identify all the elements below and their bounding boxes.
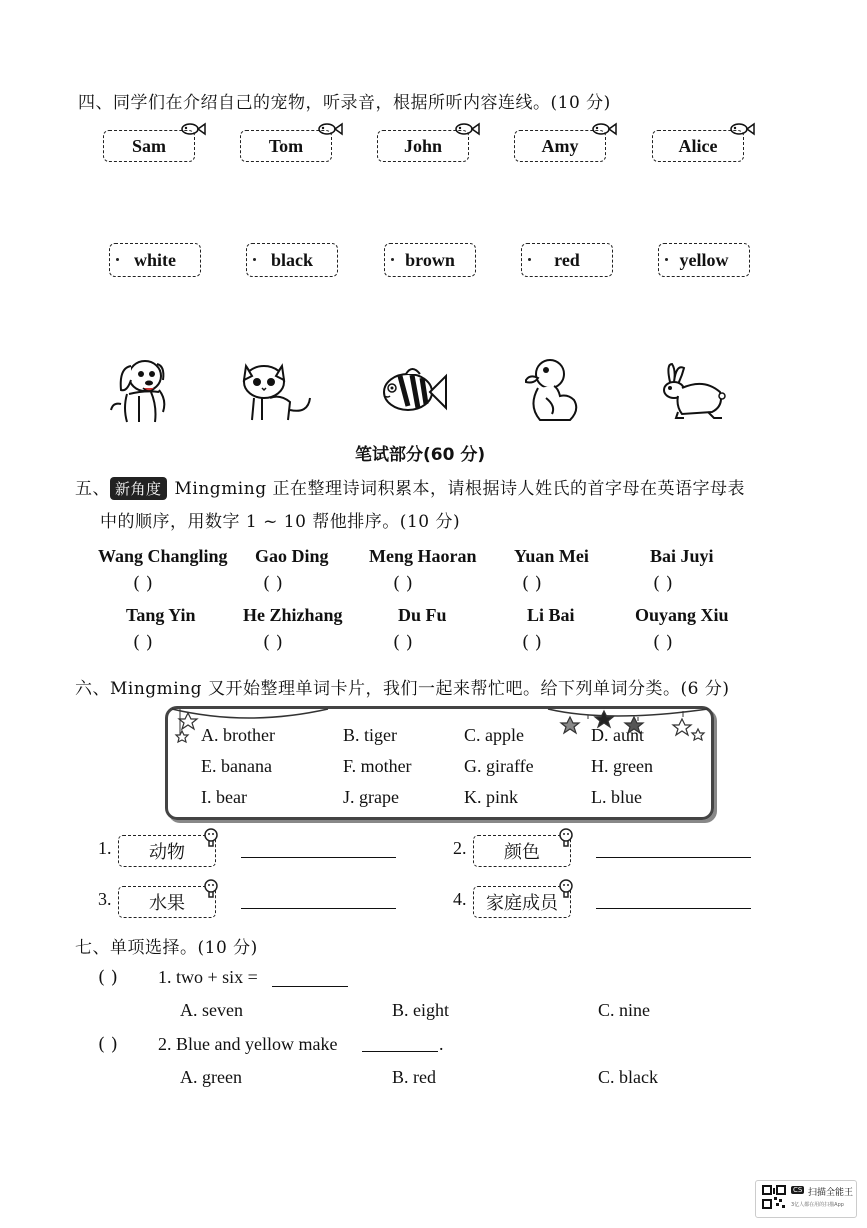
category-num: 1. xyxy=(98,838,112,858)
word-card: K. pink xyxy=(464,787,518,807)
color-label: brown xyxy=(405,249,455,270)
category-label: 家庭成员 xyxy=(486,893,558,914)
option[interactable]: A. seven xyxy=(180,1000,243,1020)
color-box-yellow xyxy=(658,243,750,277)
answer-paren[interactable]: ( ) xyxy=(522,632,542,653)
option[interactable]: B. eight xyxy=(392,1000,449,1020)
answer-blank[interactable] xyxy=(241,908,396,909)
color-box-white xyxy=(109,243,201,277)
answer-blank[interactable] xyxy=(272,986,348,987)
answer-paren[interactable]: ( ) xyxy=(393,573,413,594)
category-label: 动物 xyxy=(149,842,185,863)
poet-name: Wang Changling xyxy=(98,546,228,566)
question-2: 2. Blue and yellow make xyxy=(158,1034,338,1054)
fish-icon xyxy=(729,121,755,137)
name-label: Sam xyxy=(131,135,166,156)
name-box-sam xyxy=(103,130,195,162)
category-num: 2. xyxy=(453,838,467,858)
category-box-family xyxy=(473,886,571,918)
name-label: Alice xyxy=(678,135,718,156)
fish-icon xyxy=(378,362,448,420)
cat-icon xyxy=(240,358,314,424)
name-label: John xyxy=(403,135,443,156)
name-box-john xyxy=(377,130,469,162)
category-num: 4. xyxy=(453,889,467,909)
fish-icon xyxy=(180,121,206,137)
word-card: B. tiger xyxy=(343,725,397,745)
option[interactable]: A. green xyxy=(180,1067,242,1087)
answer-paren[interactable]: ( ) xyxy=(393,632,413,653)
lightbulb-icon xyxy=(204,879,218,899)
answer-paren[interactable]: ( ) xyxy=(653,632,673,653)
poet-name: Ouyang Xiu xyxy=(635,605,729,625)
scanner-watermark xyxy=(755,1180,857,1218)
poet-name: Meng Haoran xyxy=(369,546,477,566)
section5-num: 五、 xyxy=(75,479,110,499)
new-angle-badge: 新角度 xyxy=(110,477,167,500)
color-box-brown xyxy=(384,243,476,277)
category-box-fruits xyxy=(118,886,216,918)
lightbulb-icon xyxy=(559,879,573,899)
option[interactable]: C. black xyxy=(598,1067,658,1087)
rabbit-icon xyxy=(656,362,726,420)
poet-name: He Zhizhang xyxy=(243,605,343,625)
answer-paren[interactable]: ( ) xyxy=(522,573,542,594)
category-label: 水果 xyxy=(149,893,185,914)
word-card: C. apple xyxy=(464,725,524,745)
question-1: 1. two + six = xyxy=(158,967,258,987)
color-box-black xyxy=(246,243,338,277)
category-box-colors xyxy=(473,835,571,867)
word-card: L. blue xyxy=(591,787,642,807)
answer-paren[interactable]: ( ) xyxy=(98,1034,118,1055)
cs-logo-icon: CS xyxy=(793,1186,803,1194)
color-label: yellow xyxy=(679,249,729,270)
dog-icon xyxy=(105,350,171,426)
answer-paren[interactable]: ( ) xyxy=(653,573,673,594)
answer-blank[interactable] xyxy=(241,857,396,858)
color-label: white xyxy=(134,249,176,270)
section5-text1: Mingming 正在整理诗词积累本，请根据诗人姓氏的首字母在英语字母表 xyxy=(174,479,745,499)
answer-paren[interactable]: ( ) xyxy=(98,967,118,988)
name-box-alice xyxy=(652,130,744,162)
fish-icon xyxy=(591,121,617,137)
section4-heading: 四、同学们在介绍自己的宠物，听录音，根据所听内容连线。(10 分) xyxy=(78,93,611,113)
poet-name: Gao Ding xyxy=(255,546,329,566)
written-title: 笔试部分(60 分) xyxy=(355,445,486,465)
section5-line1 xyxy=(75,474,745,500)
poet-name: Bai Juyi xyxy=(650,546,714,566)
option[interactable]: C. nine xyxy=(598,1000,650,1020)
answer-paren[interactable]: ( ) xyxy=(133,573,153,594)
word-card: A. brother xyxy=(201,725,275,745)
question-2-end: . xyxy=(439,1034,444,1054)
word-card-box xyxy=(165,706,714,820)
color-label: red xyxy=(554,249,580,270)
fish-icon xyxy=(317,121,343,137)
duck-icon xyxy=(522,354,580,426)
poet-name: Yuan Mei xyxy=(514,546,589,566)
word-card: H. green xyxy=(591,756,653,776)
name-label: Amy xyxy=(541,135,579,156)
answer-blank[interactable] xyxy=(596,857,751,858)
word-card: J. grape xyxy=(343,787,399,807)
color-label: black xyxy=(270,249,313,270)
poet-name: Du Fu xyxy=(398,605,447,625)
name-box-tom xyxy=(240,130,332,162)
lightbulb-icon xyxy=(204,828,218,848)
category-num: 3. xyxy=(98,889,112,909)
word-card: G. giraffe xyxy=(464,756,534,776)
category-label: 颜色 xyxy=(504,842,540,863)
section6-heading: 六、Mingming 又开始整理单词卡片，我们一起来帮忙吧。给下列单词分类。(6 分) xyxy=(75,679,730,699)
poet-name: Tang Yin xyxy=(126,605,196,625)
word-card: I. bear xyxy=(201,787,247,807)
answer-paren[interactable]: ( ) xyxy=(263,632,283,653)
answer-paren[interactable]: ( ) xyxy=(263,573,283,594)
poet-name: Li Bai xyxy=(527,605,575,625)
color-box-red xyxy=(521,243,613,277)
app-name: 扫描全能王 xyxy=(808,1188,854,1198)
option[interactable]: B. red xyxy=(392,1067,436,1087)
section7-heading: 七、单项选择。(10 分) xyxy=(75,938,258,958)
lightbulb-icon xyxy=(559,828,573,848)
answer-blank[interactable] xyxy=(596,908,751,909)
qr-code-icon xyxy=(762,1185,786,1209)
fish-icon xyxy=(454,121,480,137)
word-card: E. banana xyxy=(201,756,272,776)
section5-line2: 中的顺序，用数字 1 ~ 10 帮他排序。(10 分) xyxy=(100,512,461,532)
answer-blank[interactable] xyxy=(362,1051,438,1052)
answer-paren[interactable]: ( ) xyxy=(133,632,153,653)
word-card: D. aunt xyxy=(591,725,644,745)
name-box-amy xyxy=(514,130,606,162)
category-box-animals xyxy=(118,835,216,867)
name-label: Tom xyxy=(268,135,304,156)
app-subtitle: 3亿人都在用的扫描App xyxy=(791,1202,844,1208)
word-card: F. mother xyxy=(343,756,412,776)
